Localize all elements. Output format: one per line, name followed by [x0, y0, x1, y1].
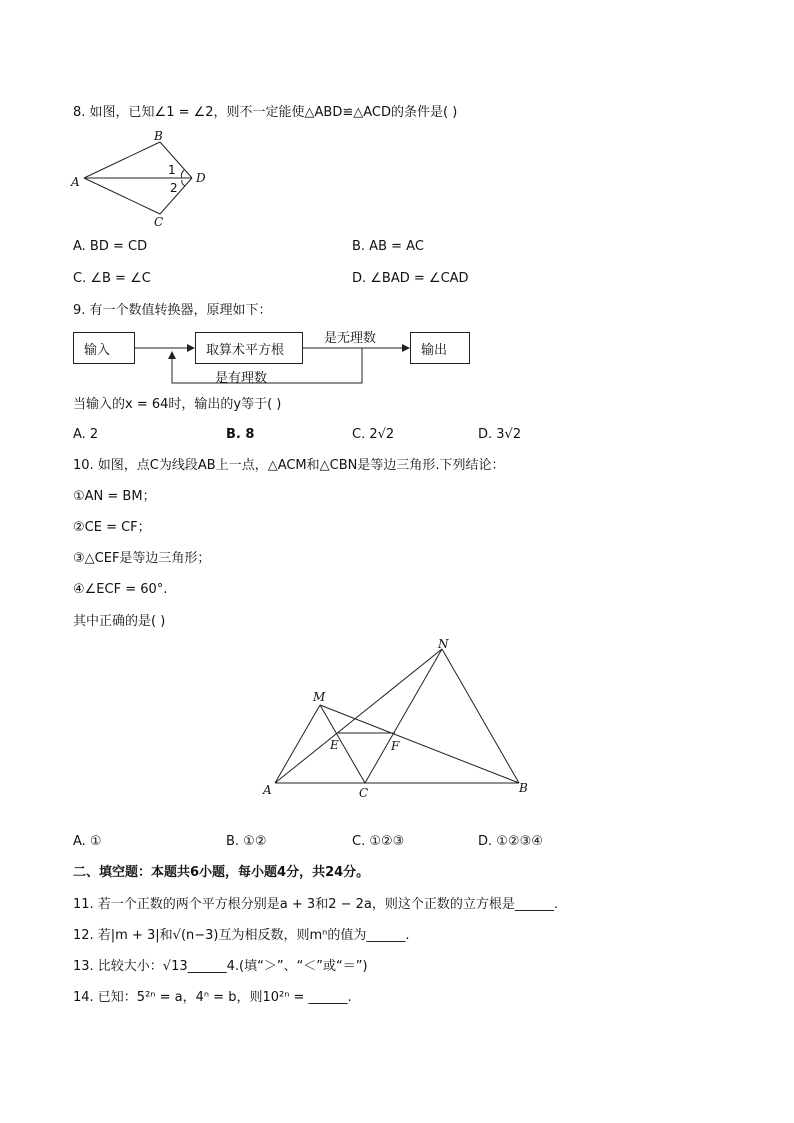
q10-conclusion-1: ①AN = BM； — [73, 489, 156, 504]
q10-label-a: A — [263, 783, 272, 797]
flow-rational-label: 是有理数 — [215, 371, 268, 386]
q8-angle-2: 2 — [170, 181, 178, 195]
flow-arrows — [60, 320, 490, 390]
q10-conclusion-3: ③△CEF是等边三角形； — [73, 551, 211, 566]
q9-option-d[interactable]: D. 3√2 — [478, 427, 522, 442]
q8-figure — [68, 130, 218, 230]
q10-label-b: B — [519, 781, 528, 795]
q10-label-n: N — [438, 637, 449, 651]
q9-option-c[interactable]: C. 2√2 — [352, 427, 395, 442]
flow-output-box: 输出 — [410, 332, 470, 364]
q8-label-a: A — [71, 175, 80, 189]
q10-stem: 10. 如图，点C为线段AB上一点，△ACM和△CBN是等边三角形.下列结论： — [73, 458, 505, 473]
q13: 13. 比较大小：√13______4.(填“＞”、“＜”或“＝”) — [73, 959, 368, 974]
q10-figure — [255, 632, 545, 807]
q8-option-b[interactable]: B. AB = AC — [352, 239, 424, 254]
flow-process-box: 取算术平方根 — [195, 332, 303, 364]
flow-irrational-label: 是无理数 — [324, 331, 377, 346]
q8-angle-1: 1 — [168, 163, 176, 177]
q9-option-b[interactable]: B. 8 — [226, 427, 255, 442]
q10-option-b[interactable]: B. ①② — [226, 834, 267, 849]
flow-input-box: 输入 — [73, 332, 135, 364]
q9-stem: 9. 有一个数值转换器，原理如下： — [73, 303, 272, 318]
q10-conclusion-4: ④∠ECF = 60°. — [73, 582, 168, 597]
q9-question: 当输入的x = 64时，输出的y等于( ) — [73, 397, 282, 412]
q10-option-a[interactable]: A. ① — [73, 834, 102, 849]
q10-conclusion-2: ②CE = CF； — [73, 520, 151, 535]
q10-question: 其中正确的是( ) — [73, 614, 166, 629]
section-2-heading: 二、填空题：本题共6小题，每小题4分，共24分。 — [73, 865, 370, 880]
q10-label-f: F — [391, 739, 400, 753]
q12: 12. 若|m + 3|和√(n−3)互为相反数，则mⁿ的值为______. — [73, 928, 410, 943]
q8-option-a[interactable]: A. BD = CD — [73, 239, 148, 254]
q8-label-b: B — [154, 130, 163, 143]
q11: 11. 若一个正数的两个平方根分别是a + 3和2 − 2a，则这个正数的立方根是______. — [73, 897, 558, 912]
q9-option-a[interactable]: A. 2 — [73, 427, 99, 442]
q10-option-c[interactable]: C. ①②③ — [352, 834, 405, 849]
q10-label-m: M — [313, 690, 326, 704]
q10-label-c: C — [359, 786, 369, 800]
q8-label-c: C — [154, 215, 164, 229]
q8-stem: 8. 如图，已知∠1 = ∠2，则不一定能使△ABD≌△ACD的条件是( ) — [73, 105, 458, 120]
q10-option-d[interactable]: D. ①②③④ — [478, 834, 543, 849]
q8-option-c[interactable]: C. ∠B = ∠C — [73, 271, 151, 286]
q14: 14. 已知：5²ⁿ = a，4ⁿ = b，则10²ⁿ = ______. — [73, 990, 352, 1005]
q8-label-d: D — [196, 171, 206, 185]
q8-option-d[interactable]: D. ∠BAD = ∠CAD — [352, 271, 469, 286]
q10-label-e: E — [330, 738, 339, 752]
